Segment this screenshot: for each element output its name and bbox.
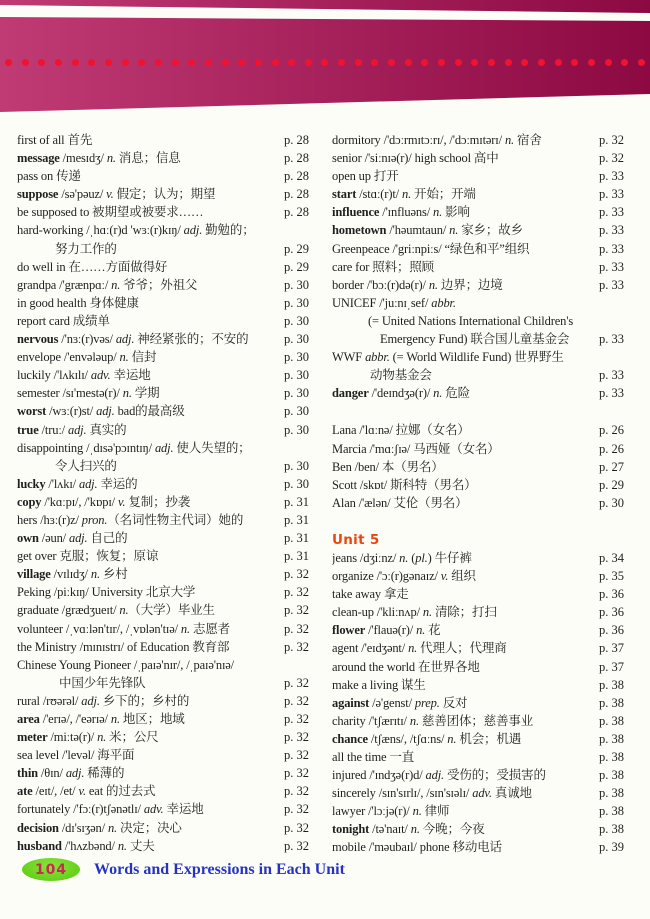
- entry-text: do well in 在……方面做得好: [17, 259, 168, 274]
- page-ref: p. 37: [599, 641, 624, 656]
- red-dot: [205, 59, 212, 66]
- page-ref: p. 33: [599, 169, 624, 184]
- page-ref: p. 32: [284, 585, 309, 600]
- page-ref: p. 38: [599, 695, 624, 710]
- entry-text: take away 拿走: [332, 587, 409, 602]
- page-ref: p. 33: [599, 332, 624, 347]
- entry-text: care for 照料；照顾: [332, 259, 435, 274]
- vocab-line: [17, 764, 309, 782]
- footer-title: Words and Expressions in Each Unit: [94, 860, 345, 878]
- page-ref: p. 38: [599, 786, 624, 801]
- entry-text: Lana /'lɑːnə/ 拉娜（女名）: [332, 423, 470, 438]
- page-ref: p. 38: [599, 713, 624, 728]
- page-ref: p. 33: [599, 187, 624, 202]
- vocab-line: [332, 131, 624, 149]
- page-ref: p. 31: [284, 549, 309, 564]
- vocab-line: [332, 730, 624, 748]
- vocab-line: [17, 240, 309, 258]
- vocab-line: [332, 384, 624, 402]
- entry-text: jeans /dʒiːnz/ n. (pl.) 牛仔裤: [332, 550, 472, 565]
- vocab-line: [17, 638, 309, 656]
- page-ref: p. 30: [284, 332, 309, 347]
- red-dot: [455, 59, 462, 66]
- vocab-line: [17, 601, 309, 619]
- red-dot: [238, 59, 245, 66]
- entry-text: 努力工作的: [55, 241, 117, 256]
- page-ref: p. 38: [599, 822, 624, 837]
- vocab-line: [17, 837, 309, 855]
- page-ref: p. 29: [284, 241, 309, 256]
- page-ref: p. 32: [284, 766, 309, 781]
- entry-text: Ben /ben/ 本（男名）: [332, 459, 444, 474]
- red-dot: [371, 59, 378, 66]
- header-band-back: [0, 0, 650, 16]
- entry-text: true /truː/ adj. 真实的: [17, 422, 127, 437]
- red-dot: [555, 59, 562, 66]
- page-ref: p. 30: [284, 368, 309, 383]
- red-dot: [405, 59, 412, 66]
- entry-text: decision /dɪ'sɪʒən/ n. 决定；决心: [17, 820, 182, 835]
- vocab-line: [332, 476, 624, 494]
- entry-text: luckily /'lʌkɪlɪ/ adv. 幸运地: [17, 368, 151, 383]
- vocab-line: [332, 494, 624, 512]
- entry-text: start /stɑː(r)t/ n. 开始；开端: [332, 187, 476, 202]
- red-dot: [255, 59, 262, 66]
- entry-text: UNICEF /'juːnɪˌsef/ abbr.: [332, 295, 456, 310]
- page-ref: p. 33: [599, 277, 624, 292]
- page-ref: p. 28: [284, 151, 309, 166]
- entry-text: clean-up /'kliːnʌp/ n. 清除；打扫: [332, 605, 497, 620]
- entry-text: flower /'flauə(r)/ n. 花: [332, 623, 441, 638]
- entry-text: hometown /'həumtaun/ n. 家乡；故乡: [332, 223, 523, 238]
- vocab-line: [17, 149, 309, 167]
- entry-text: Emergency Fund) 联合国儿童基金会: [380, 332, 570, 347]
- entry-text: semester /sɪ'mestə(r)/ n. 学期: [17, 386, 160, 401]
- page-ref: p. 30: [284, 458, 309, 473]
- entry-text: report card 成绩单: [17, 313, 110, 328]
- vocab-line: [332, 549, 624, 567]
- page-ref: p. 33: [599, 386, 624, 401]
- column-spacer: [332, 402, 624, 421]
- entry-text: border /'bɔː(r)də(r)/ n. 边界；边境: [332, 277, 503, 292]
- vocab-line: [17, 583, 309, 601]
- vocab-line: [17, 782, 309, 800]
- entry-text: Marcia /'mɑːʃɪə/ 马西娅（女名）: [332, 441, 500, 456]
- page-ref: p. 38: [599, 804, 624, 819]
- vocab-line: [332, 784, 624, 802]
- entry-text: first of all 首先: [17, 133, 93, 147]
- vocab-line: [332, 820, 624, 838]
- vocab-line: [17, 258, 309, 276]
- vocab-line: [17, 800, 309, 818]
- vocab-line: [17, 203, 309, 221]
- entry-text: husband /'hʌzbənd/ n. 丈夫: [17, 838, 155, 853]
- red-dot: [5, 59, 12, 66]
- vocab-line: [332, 567, 624, 585]
- vocab-line: [332, 766, 624, 784]
- vocab-line: [332, 585, 624, 603]
- vocab-line: [332, 458, 624, 476]
- page-ref: p. 27: [599, 459, 624, 474]
- red-dot: [55, 59, 62, 66]
- vocab-line: [17, 565, 309, 583]
- entry-text: hers /hɜː(r)z/ pron.（名词性物主代词）她的: [17, 512, 244, 527]
- entry-text: area /'erɪə/, /'eərɪə/ n. 地区；地域: [17, 712, 185, 726]
- vocab-line: [332, 330, 624, 348]
- page-ref: p. 30: [284, 313, 309, 328]
- red-dot: [638, 59, 645, 66]
- vocab-line: [332, 712, 624, 730]
- entry-text: dormitory /'dɔːrmɪtɔːrɪ/, /'dɔːmɪtərɪ/ n. 宿舍: [332, 133, 542, 147]
- page-ref: p. 28: [284, 187, 309, 202]
- red-dot: [172, 59, 179, 66]
- entry-text: fortunately /'fɔː(r)tʃənətlɪ/ adv. 幸运地: [17, 802, 204, 817]
- red-dot: [72, 59, 79, 66]
- entry-text: mobile /'məubaɪl/ phone 移动电话: [332, 840, 502, 855]
- entry-text: chance /tʃæns/, /tʃɑːns/ n. 机会；机遇: [332, 731, 522, 746]
- entry-text: sea level /'levəl/ 海平面: [17, 748, 135, 763]
- page-ref: p. 33: [599, 259, 624, 274]
- header-dots-row: [5, 59, 645, 66]
- entry-text: Chinese Young Pioneer /ˌpaɪə'nɪr/, /ˌpaɪə'nɪə/: [17, 657, 235, 672]
- page-ref: p. 28: [284, 133, 309, 147]
- unit-heading: Unit 5: [332, 531, 380, 548]
- entry-text: envelope /'envələup/ n. 信封: [17, 350, 157, 365]
- page-ref: p. 32: [284, 693, 309, 708]
- vocab-line: [332, 802, 624, 820]
- vocab-line: [17, 131, 309, 149]
- vocab-line: [332, 421, 624, 439]
- vocab-line: [17, 511, 309, 529]
- page-ref: p. 36: [599, 605, 624, 620]
- vocab-line: [332, 603, 624, 621]
- page-ref: p. 38: [599, 731, 624, 746]
- page-ref: p. 26: [599, 441, 624, 456]
- page-number: 104: [34, 861, 68, 878]
- entry-text: own /əun/ adj. 自己的: [17, 531, 128, 546]
- red-dot: [621, 59, 628, 66]
- entry-text: grandpa /'grænpɑː/ n. 爷爷；外祖父: [17, 277, 198, 292]
- red-dot: [22, 59, 29, 66]
- entry-text: around the world 在世界各地: [332, 659, 480, 674]
- vocab-line: [17, 529, 309, 547]
- page-ref: p. 33: [599, 205, 624, 220]
- page-number-badge: [22, 858, 80, 881]
- page-ref: p. 32: [284, 675, 309, 690]
- page-ref: p. 33: [599, 241, 624, 256]
- entry-text: volunteer /ˌvɑːlən'tɪr/, /ˌvɒlən'tɪə/ n. 志愿者: [17, 621, 231, 636]
- vocab-line: [332, 694, 624, 712]
- red-dot: [155, 59, 162, 66]
- entry-text: hard-working /ˌhɑː(r)d 'wɜː(r)kɪŋ/ adj. 勤勉的；: [17, 223, 255, 238]
- entry-text: Alan /'ælən/ 艾伦（男名）: [332, 495, 468, 510]
- page-ref: p. 29: [599, 477, 624, 492]
- entry-text: in good health 身体健康: [17, 295, 139, 310]
- page-ref: p. 32: [284, 784, 309, 799]
- page-ref: p. 37: [599, 659, 624, 674]
- vocab-line: [332, 258, 624, 276]
- entry-text: be supposed to 被期望或被要求……: [17, 205, 204, 220]
- column-left: [17, 131, 309, 855]
- entry-text: 动物基金会: [370, 368, 432, 383]
- entry-text: thin /θɪn/ adj. 稀薄的: [17, 766, 125, 781]
- page-ref: p. 28: [284, 205, 309, 220]
- column-right: [332, 131, 624, 857]
- page-ref: p. 32: [284, 820, 309, 835]
- entry-text: WWF abbr. (= World Wildlife Fund) 世界野生: [332, 350, 564, 365]
- entry-text: suppose /sə'pəuz/ v. 假定；认为；期望: [17, 187, 216, 202]
- entry-text: message /mesɪdʒ/ n. 消息；信息: [17, 151, 181, 166]
- page-ref: p. 32: [284, 639, 309, 654]
- vocab-line: [17, 294, 309, 312]
- page-ref: p. 32: [284, 712, 309, 726]
- page-ref: p. 35: [599, 569, 624, 584]
- page-ref: p. 38: [599, 677, 624, 692]
- entry-text: 令人扫兴的: [55, 458, 117, 473]
- column-spacer: [332, 512, 624, 531]
- page-ref: p. 29: [284, 259, 309, 274]
- entry-text: influence /'ɪnfluəns/ n. 影响: [332, 205, 470, 220]
- page-ref: p. 34: [599, 550, 624, 565]
- vocab-line: [332, 294, 624, 312]
- vocab-line: [332, 366, 624, 384]
- page-ref: p. 32: [284, 621, 309, 636]
- entry-text: nervous /'nɜː(r)vəs/ adj. 神经紧张的；不安的: [17, 332, 249, 347]
- entry-text: lucky /'lʌkɪ/ adj. 幸运的: [17, 476, 138, 491]
- entry-text: rural /rʊərəl/ adj. 乡下的；乡村的: [17, 693, 190, 708]
- entry-text: meter /miːtə(r)/ n. 米；公尺: [17, 730, 159, 745]
- vocab-line: [17, 439, 309, 457]
- vocab-line: [332, 221, 624, 239]
- red-dot: [88, 59, 95, 66]
- entry-text: get over 克服；恢复；原谅: [17, 549, 159, 564]
- page-ref: p. 26: [599, 423, 624, 438]
- entry-text: pass on 传递: [17, 169, 81, 184]
- entry-text: Scott /skɒt/ 斯科特（男名）: [332, 477, 477, 492]
- red-dot: [588, 59, 595, 66]
- vocab-line: [17, 656, 309, 674]
- red-dot: [571, 59, 578, 66]
- vocab-line: [17, 710, 309, 728]
- entry-text: 中国少年先锋队: [59, 675, 146, 690]
- red-dot: [288, 59, 295, 66]
- red-dot: [305, 59, 312, 66]
- entry-text: tonight /tə'naɪt/ n. 今晚；今夜: [332, 822, 485, 837]
- page-ref: p. 28: [284, 169, 309, 184]
- vocab-line: [332, 639, 624, 657]
- entry-text: open up 打开: [332, 169, 399, 184]
- page-ref: p. 31: [284, 494, 309, 509]
- page-ref: p. 31: [284, 512, 309, 527]
- entry-text: injured /'ɪndʒə(r)d/ adj. 受伤的；受损害的: [332, 768, 546, 783]
- entry-text: against /ə'genst/ prep. 反对: [332, 695, 468, 710]
- vocab-line: [332, 203, 624, 221]
- red-dot: [338, 59, 345, 66]
- vocab-line: [17, 276, 309, 294]
- vocab-line: [17, 221, 309, 239]
- page-ref: p. 32: [599, 151, 624, 166]
- page-ref: p. 38: [599, 750, 624, 764]
- vocab-line: [17, 692, 309, 710]
- vocab-line: [17, 384, 309, 402]
- entry-text: sincerely /sɪn'sɪrlɪ/, /sɪn'sɪəlɪ/ adv. 真诚地: [332, 786, 532, 801]
- vocab-line: [332, 149, 624, 167]
- red-dot: [272, 59, 279, 66]
- red-dot: [471, 59, 478, 66]
- entry-text: worst /wɜː(r)st/ adj. bad的最高级: [17, 404, 185, 419]
- entry-text: graduate /grædʒueɪt/ n.（大学）毕业生: [17, 603, 215, 618]
- entry-text: make a living 谋生: [332, 677, 426, 692]
- vocab-line: [332, 748, 624, 766]
- red-dot: [521, 59, 528, 66]
- page-ref: p. 32: [284, 748, 309, 763]
- entry-text: agent /'eɪdʒənt/ n. 代理人；代理商: [332, 641, 507, 656]
- vocab-line: [17, 746, 309, 764]
- vocab-line: [17, 366, 309, 384]
- red-dot: [538, 59, 545, 66]
- entry-text: lawyer /'lɔːjə(r)/ n. 律师: [332, 804, 450, 819]
- page-ref: p. 32: [599, 133, 624, 147]
- entry-text: the Ministry /mɪnɪstrɪ/ of Education 教育部: [17, 639, 230, 654]
- vocab-line: [332, 676, 624, 694]
- page-ref: p. 36: [599, 623, 624, 638]
- entry-text: disappointing /ˌdɪsə'pɔɪntɪŋ/ adj. 使人失望的；: [17, 440, 251, 455]
- vocab-line: [332, 658, 624, 676]
- page-ref: p. 30: [284, 295, 309, 310]
- vocab-line: [17, 330, 309, 348]
- entry-text: organize /'ɔː(r)gənaɪz/ v. 组织: [332, 569, 476, 584]
- red-dot: [138, 59, 145, 66]
- red-dot: [188, 59, 195, 66]
- vocab-line: [332, 312, 624, 330]
- page-ref: p. 30: [284, 476, 309, 491]
- vocab-line: [332, 440, 624, 458]
- red-dot: [105, 59, 112, 66]
- vocab-line: [17, 167, 309, 185]
- red-dot: [505, 59, 512, 66]
- entry-text: village /vɪlɪdʒ/ n. 乡村: [17, 567, 128, 582]
- entry-text: copy /'kɑːpɪ/, /'kɒpɪ/ v. 复制；抄袭: [17, 494, 191, 509]
- vocab-line: [17, 493, 309, 511]
- vocab-line: [17, 620, 309, 638]
- vocab-line: [332, 240, 624, 258]
- vocab-line: [17, 728, 309, 746]
- footer: [22, 858, 345, 881]
- vocab-line: [332, 167, 624, 185]
- vocab-line: [332, 838, 624, 856]
- vocab-line: [17, 312, 309, 330]
- page-ref: p. 36: [599, 587, 624, 602]
- page-ref: p. 30: [284, 277, 309, 292]
- entry-text: ate /eɪt/, /et/ v. eat 的过去式: [17, 784, 156, 799]
- red-dot: [488, 59, 495, 66]
- red-dot: [605, 59, 612, 66]
- vocab-line: [17, 457, 309, 475]
- page-ref: p. 39: [599, 840, 624, 855]
- vocab-line: [332, 185, 624, 203]
- page-ref: p. 32: [284, 730, 309, 745]
- page-ref: p. 30: [284, 404, 309, 419]
- page-ref: p. 30: [599, 495, 624, 510]
- vocab-line: [332, 348, 624, 366]
- page-ref: p. 32: [284, 802, 309, 817]
- red-dot: [355, 59, 362, 66]
- vocab-line: [332, 276, 624, 294]
- red-dot: [222, 59, 229, 66]
- entry-text: (= United Nations International Children's: [368, 313, 574, 328]
- vocab-line: [17, 819, 309, 837]
- vocab-line: [17, 348, 309, 366]
- page-ref: p. 32: [284, 567, 309, 582]
- entry-text: senior /'siːnɪə(r)/ high school 高中: [332, 151, 499, 166]
- entry-text: Peking /piːkɪŋ/ University 北京大学: [17, 585, 196, 600]
- page-ref: p. 30: [284, 350, 309, 365]
- vocab-line: [17, 547, 309, 565]
- vocab-line: [17, 185, 309, 203]
- red-dot: [321, 59, 328, 66]
- red-dot: [438, 59, 445, 66]
- page-ref: p. 38: [599, 768, 624, 783]
- vocab-line: [17, 674, 309, 692]
- vocab-line: [17, 402, 309, 420]
- entry-text: charity /'tʃærɪtɪ/ n. 慈善团体；慈善事业: [332, 713, 534, 728]
- red-dot: [38, 59, 45, 66]
- page-ref: p. 30: [284, 386, 309, 401]
- entry-text: danger /'deɪndʒə(r)/ n. 危险: [332, 386, 470, 401]
- page-ref: p. 33: [599, 368, 624, 383]
- page-ref: p. 33: [599, 223, 624, 238]
- red-dot: [421, 59, 428, 66]
- page-ref: p. 32: [284, 603, 309, 618]
- vocab-line: [332, 621, 624, 639]
- page-ref: p. 31: [284, 531, 309, 546]
- entry-text: all the time 一直: [332, 750, 415, 764]
- vocab-line: [17, 421, 309, 439]
- red-dot: [122, 59, 129, 66]
- red-dot: [388, 59, 395, 66]
- page-ref: p. 30: [284, 422, 309, 437]
- vocab-line: [17, 475, 309, 493]
- entry-text: Greenpeace /'griːnpiːs/ “绿色和平”组织: [332, 241, 530, 256]
- page-ref: p. 32: [284, 838, 309, 853]
